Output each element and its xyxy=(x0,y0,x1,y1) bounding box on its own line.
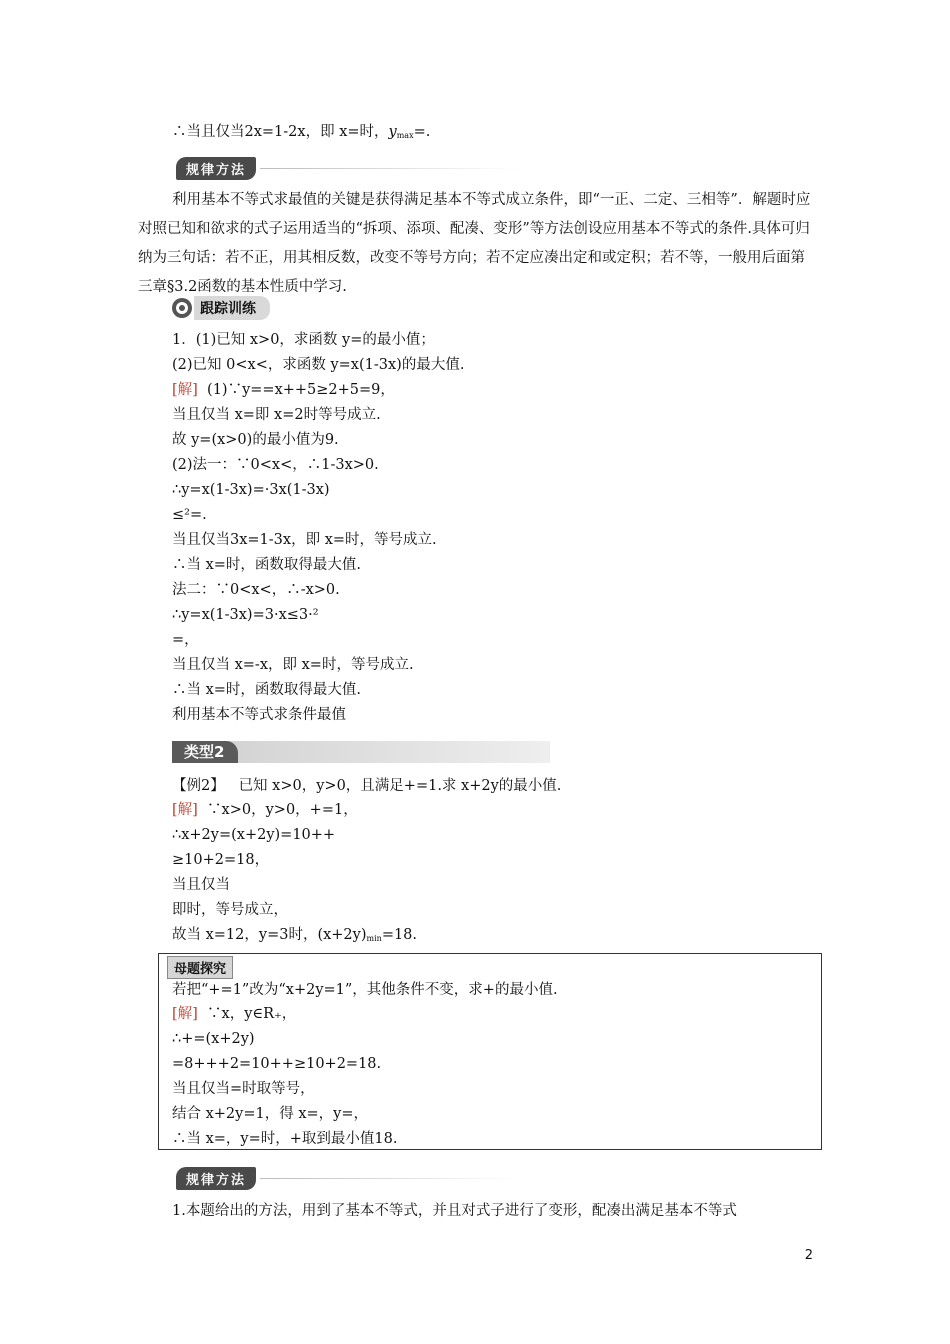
badge-divider xyxy=(260,1178,520,1179)
ex2-sol-line: 即时，等号成立， xyxy=(172,902,288,918)
variant-tag: 母题探究 xyxy=(167,956,233,979)
variant-line: 结合 x+2y=1，得 x=，y=， xyxy=(172,1106,369,1122)
rule-badge-2 xyxy=(176,1167,520,1189)
ex2-sol-line: 当且仅当 xyxy=(172,877,230,893)
ymax-subscript: max xyxy=(396,131,414,140)
tracking-exercise-header xyxy=(172,296,270,320)
rule-badge-1 xyxy=(176,157,520,179)
bottom-line: 1.本题给出的方法，用到了基本不等式，并且对式子进行了变形，配凑出满足基本不等式 xyxy=(172,1203,737,1219)
ex2-sol-line: ≥10+2=18， xyxy=(172,852,270,868)
sol1-line: [解] (1)∵y==x++5≥2+5=9， xyxy=(172,382,395,398)
tracking-label: 跟踪训练 xyxy=(194,296,270,320)
sol2-line: ∴当 x=时，函数取得最大值. xyxy=(172,557,362,573)
example2-line: 【例2】 已知 x>0，y>0，且满足+=1.求 x+2y的最小值. xyxy=(172,778,562,794)
sol2-line: 法二：∵0<x<，∴-x>0. xyxy=(172,582,340,598)
variant-line: [解] ∵x，y∈R₊， xyxy=(172,1006,297,1022)
sol2-line: =， xyxy=(172,632,199,648)
sol2-line: ≤²=. xyxy=(172,507,207,523)
solution-tag: [解] xyxy=(172,382,198,398)
sol2-line: ∴当 x=时，函数取得最大值. xyxy=(172,682,362,698)
type2-label: 类型2 xyxy=(172,741,238,763)
ex2-sol-line: [解] ∵x>0，y>0，+=1， xyxy=(172,802,358,818)
solution-tag: [解] xyxy=(172,1006,198,1022)
section-title: 利用基本不等式求条件最值 xyxy=(172,707,346,723)
variant-line: 若把“+=1”改为“x+2y=1”，其他条件不变，求+的最小值. xyxy=(172,982,558,998)
sol2-line: ∴y=x(1-3x)=3·x≤3·² xyxy=(172,607,319,623)
sol1-line: 当且仅当 x=即 x=2时等号成立. xyxy=(172,407,381,423)
ex2-sol-line: 故当 x=12，y=3时，$(x+2y)_{min}=18$. xyxy=(172,927,418,943)
example-tag: 【例2】 xyxy=(172,778,225,794)
sol2-line: ∴y=x(1-3x)=·3x(1-3x) xyxy=(172,482,330,498)
top-line xyxy=(172,122,430,146)
page-number: 2 xyxy=(804,1248,813,1263)
sol2-line: 当且仅当3x=1-3x，即 x=时，等号成立. xyxy=(172,532,437,548)
type2-header xyxy=(172,741,550,763)
q2-line: (2)已知 0<x<，求函数 y=x(1-3x)的最大值. xyxy=(172,357,465,373)
variant-line: ∴+=(x+2y) xyxy=(172,1031,255,1047)
variant-line: 当且仅当=时取等号， xyxy=(172,1081,315,1097)
sol2-line: (2)法一：∵0<x<，∴1-3x>0. xyxy=(172,457,379,473)
ex2-sol-line: ∴x+2y=(x+2y)=10++ xyxy=(172,827,336,843)
top-line-end: =. xyxy=(413,124,431,140)
q1-line: 1．(1)已知 x>0，求函数 y=的最小值； xyxy=(172,332,435,348)
rule-paragraph: 利用基本不等式求最值的关键是获得满足基本不等式成立条件，即“一正、二定、三相等”．解题时应对照已知和欲求的式子运用适当的“拆项、添项、配凑、变形”等方法创设应用基本不等式的条件.具体可归纳为三句话：若不正，用其相反数，改变不等号方向；若不定应凑出定和或定积；若不等，一般用后面第三章§3.2函数的基本性质中学习. xyxy=(138,192,811,295)
target-icon xyxy=(172,298,192,318)
ymax-symbol: y xyxy=(388,124,397,140)
sol1-line: 故 y=(x>0)的最小值为9. xyxy=(172,432,339,448)
variant-line: =8+++2=10++≥10+2=18. xyxy=(172,1056,382,1072)
badge-divider xyxy=(260,168,520,169)
top-line-text: ∴当且仅当2x=1-2x，即 x=时， xyxy=(172,124,389,140)
sol2-line: 当且仅当 x=-x，即 x=时，等号成立. xyxy=(172,657,414,673)
solution-tag: [解] xyxy=(172,802,198,818)
rule-badge-label: 规律方法 xyxy=(176,1167,256,1190)
variant-line: ∴当 x=，y=时，+取到最小值18. xyxy=(172,1131,398,1147)
rule-badge-label: 规律方法 xyxy=(176,157,256,180)
